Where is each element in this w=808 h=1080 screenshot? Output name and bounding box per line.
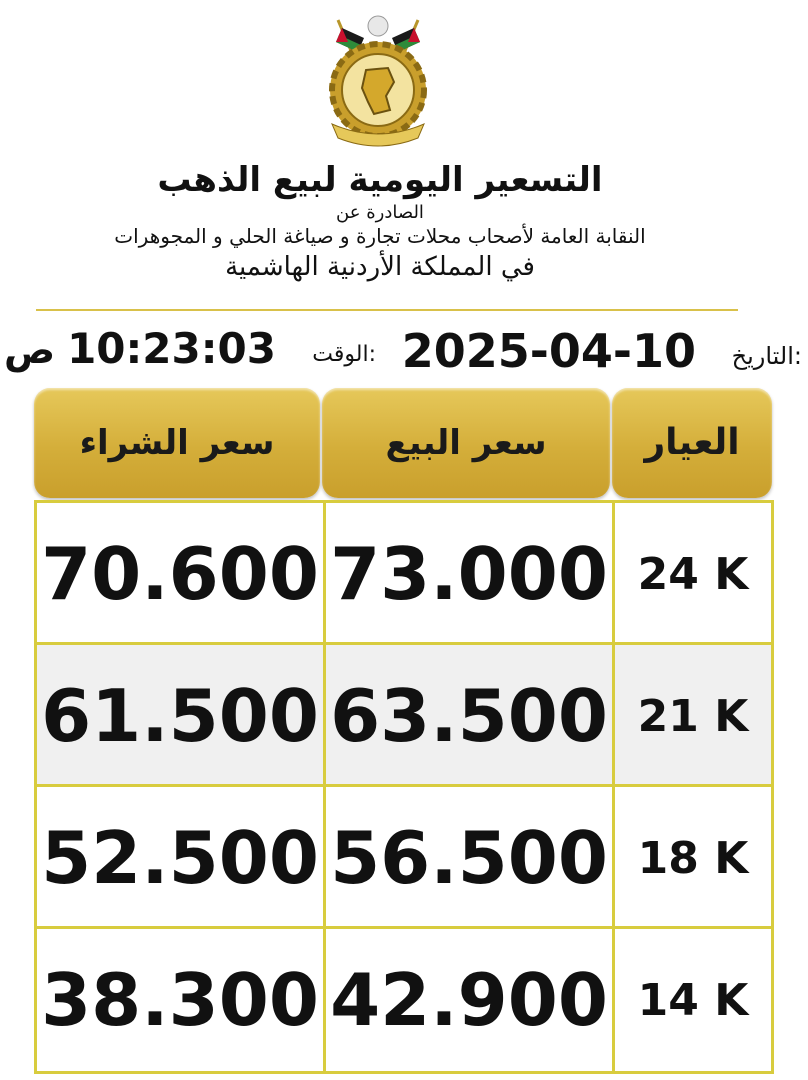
price-table bbox=[34, 500, 774, 1074]
table-row bbox=[37, 503, 771, 645]
union-emblem-icon bbox=[318, 12, 438, 152]
sell-price-cell: 42.900 bbox=[330, 958, 608, 1042]
column-divider bbox=[612, 503, 615, 1071]
table-row bbox=[37, 929, 771, 1071]
time-period: ص bbox=[4, 328, 56, 372]
header-divider bbox=[36, 309, 738, 311]
issued-by-text: الصادرة عن bbox=[336, 202, 424, 223]
time-value: 10:23:03 bbox=[67, 324, 276, 373]
sell-price-cell: 63.500 bbox=[330, 674, 608, 758]
row-divider bbox=[37, 642, 771, 645]
buy-price-cell: 52.500 bbox=[41, 816, 319, 900]
date-label: التاريخ: bbox=[731, 342, 802, 370]
row-divider bbox=[37, 926, 771, 929]
column-divider bbox=[323, 503, 326, 1071]
header-sell-price bbox=[322, 388, 610, 498]
header-karat-label: العيار bbox=[644, 422, 740, 463]
buy-price-cell: 70.600 bbox=[41, 532, 319, 616]
country-name: في المملكة الأردنية الهاشمية bbox=[225, 252, 535, 282]
header-karat bbox=[612, 388, 772, 498]
table-row bbox=[37, 787, 771, 929]
table-row bbox=[37, 645, 771, 787]
buy-price-cell: 61.500 bbox=[41, 674, 319, 758]
datetime-row bbox=[0, 322, 808, 378]
organization-name: النقابة العامة لأصحاب محلات تجارة و صياغة الحلي و المجوهرات bbox=[114, 224, 646, 248]
karat-cell: 24 K bbox=[637, 548, 749, 600]
time-label: الوقت: bbox=[312, 342, 376, 367]
row-divider bbox=[37, 784, 771, 787]
header-buy-label: سعر الشراء bbox=[79, 423, 275, 463]
header-buy-price bbox=[34, 388, 320, 498]
buy-price-cell: 38.300 bbox=[41, 958, 319, 1042]
date-value: 2025-04-10 bbox=[401, 324, 696, 378]
karat-cell: 14 K bbox=[637, 974, 749, 1026]
karat-cell: 21 K bbox=[637, 690, 749, 742]
sell-price-cell: 73.000 bbox=[330, 532, 608, 616]
header-sell-label: سعر البيع bbox=[385, 423, 547, 463]
sell-price-cell: 56.500 bbox=[330, 816, 608, 900]
page-title: التسعير اليومية لبيع الذهب bbox=[157, 160, 603, 200]
karat-cell: 18 K bbox=[637, 832, 749, 884]
